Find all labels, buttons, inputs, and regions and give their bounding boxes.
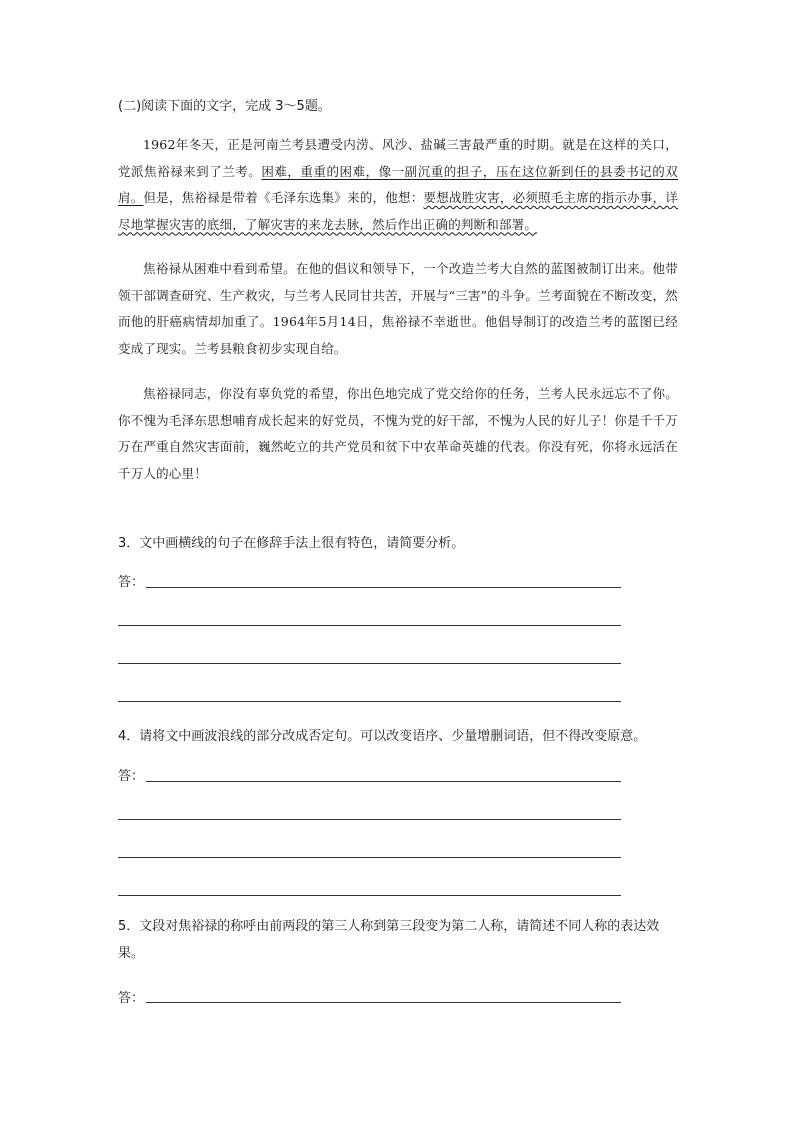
answer-line-4-3[interactable] (118, 857, 621, 858)
answer-label-3: 答： (118, 575, 145, 590)
answer-line-5-1[interactable] (146, 1002, 621, 1003)
answer-line-3-3[interactable] (118, 663, 621, 664)
question-4: 4．请将文中画波浪线的部分改成否定句。可以改变语序、少量增删词语，但不得改变原意。 (118, 729, 647, 744)
question-3: 3．文中画横线的句子在修辞手法上很有特色，请简要分析。 (118, 536, 465, 551)
section-instruction: (二)阅读下面的文字，完成 3～5题。 (118, 99, 331, 114)
underlined-sentence: 困难，重重的困难，像一副沉重的担子，压在这位新到任的县委书记的双肩。 (118, 163, 678, 205)
answer-line-4-1[interactable] (146, 781, 621, 782)
answer-line-4-2[interactable] (118, 819, 621, 820)
passage-paragraph-3 (118, 381, 678, 487)
wavy-underlined-sentence: 要想战胜灾害，必须照毛主席的指示办事，详尽地掌握灾害的底细，了解灾害的来龙去脉，然后作出正确的判断和部署。 (118, 190, 679, 232)
answer-line-3-2[interactable] (118, 625, 621, 626)
passage-paragraph-1 (118, 132, 678, 238)
answer-line-4-4[interactable] (118, 895, 621, 896)
paragraph-1-opening: 1962年冬天，正是河南兰考县遭受内涝、风沙、盐碱三害最严重的时期。就是在这样的关口，党派焦裕禄来到了兰考。 (118, 137, 678, 179)
paragraph-2-text: 焦裕禄从困难中看到希望。在他的倡议和领导下，一个改造兰考大自然的蓝图被制订出来。他带领干部调查研究、生产救灾，与兰考人民同甘共苦，开展与“三害”的斗争。兰考面貌在不断改变，然而他的肝癌病情却加重了。1964年5月14日，焦裕禄不幸逝世。他倡导制订的改造兰考的蓝图已经变成了现实。兰考县粮食初步实现自给。 (118, 261, 678, 356)
paragraph-3-text: 焦裕禄同志，你没有辜负党的希望，你出色地完成了党交给你的任务，兰考人民永远忘不了你。你不愧为毛泽东思想哺育成长起来的好党员，不愧为党的好干部，不愧为人民的好儿子！你是千千万万在严重自然灾害面前，巍然屹立的共产党员和贫下中农革命英雄的代表。你没有死，你将永远活在千万人的心里！ (118, 386, 678, 481)
passage-paragraph-2 (118, 256, 678, 362)
paragraph-1-middle: 但是，焦裕禄是带着《毛泽东选集》来的，他想： (143, 190, 424, 205)
answer-line-3-4[interactable] (118, 701, 621, 702)
answer-label-5: 答： (118, 991, 145, 1006)
answer-label-4: 答： (118, 769, 145, 784)
question-5: 5．文段对焦裕禄的称呼由前两段的第三人称到第三段变为第二人称，请简述不同人称的表达效果。 (118, 919, 660, 961)
answer-line-3-1[interactable] (146, 587, 621, 588)
